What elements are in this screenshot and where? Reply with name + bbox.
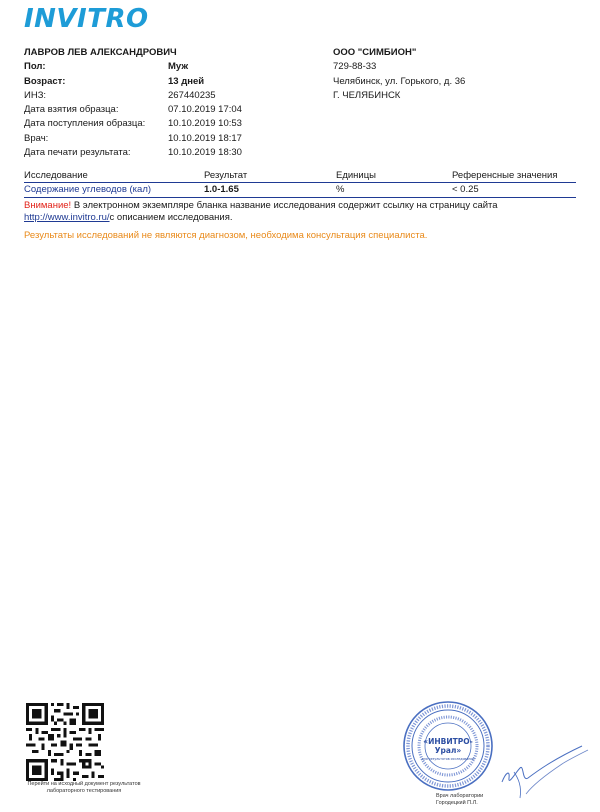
disclaimer-text: Результаты исследований не являются диагнозом, необходима консультация специалиста. <box>24 230 428 241</box>
sample-taken-label: Дата взятия образца: <box>24 104 119 116</box>
result-value-text: 1.0-1.65 <box>204 184 239 195</box>
test-name-link[interactable]: Содержание углеводов (кал) <box>24 184 152 195</box>
warning-label: Внимание! <box>24 200 72 211</box>
doctor-label: Врач: <box>24 132 49 144</box>
clinic-address: Челябинск, ул. Горького, д. 36 <box>333 75 466 87</box>
clinic-phone: 729-88-33 <box>333 61 377 73</box>
age-value: 13 дней <box>168 75 205 87</box>
age-label: Возраст: <box>24 75 66 87</box>
header-units: Единицы <box>336 170 377 181</box>
results-table <box>24 170 576 198</box>
lab-stamp <box>400 698 496 794</box>
qr-code[interactable] <box>26 703 104 781</box>
age-row <box>24 75 242 89</box>
header-test: Исследование <box>24 170 88 181</box>
doctor-value: 10.10.2019 18:17 <box>168 132 242 144</box>
signer-name: Врач лаборатории Городецкий П.Л. <box>436 793 484 806</box>
reference-value: < 0.25 <box>452 184 479 195</box>
printed-row <box>24 146 242 160</box>
sample-received-row <box>24 117 242 131</box>
sample-taken-value: 07.10.2019 17:04 <box>168 104 242 116</box>
header-result: Результат <box>204 170 248 181</box>
units-value: % <box>336 184 345 195</box>
stamp-line1: «ИНВИТРО- <box>423 737 473 746</box>
invitro-logo: INVITRO <box>24 4 149 34</box>
sample-received-value: 10.10.2019 10:53 <box>168 118 242 130</box>
stamp-line2: Урал» <box>434 746 462 755</box>
qr-caption: Перейти на исходный документ результатов лабораторного тестирования <box>27 781 141 794</box>
invitro-site-link[interactable]: http://www.invitro.ru/ <box>24 211 110 223</box>
result-value <box>204 183 336 197</box>
doctor-signature <box>492 742 592 804</box>
results-header <box>24 170 576 183</box>
inz-value: 267440235 <box>168 89 216 101</box>
clinic-name: ООО "СИМБИОН" <box>333 47 417 58</box>
table-row <box>24 183 576 198</box>
patient-name: ЛАВРОВ ЛЕВ АЛЕКСАНДРОВИЧ <box>24 47 177 58</box>
printed-value: 10.10.2019 18:30 <box>168 147 242 159</box>
link-notice <box>24 200 576 223</box>
sex-value: Муж <box>168 61 189 73</box>
doctor-row <box>24 132 242 146</box>
inz-label: ИНЗ: <box>24 89 47 101</box>
notice-text-1: В электронном экземпляре бланка название исследования содержит ссылку на страницу сайта <box>71 200 498 211</box>
sex-row <box>24 60 242 74</box>
patient-info <box>24 46 242 160</box>
sex-label: Пол: <box>24 61 46 73</box>
clinic-city: Г. ЧЕЛЯБИНСК <box>333 89 401 101</box>
stamp-small: для результатов исследований <box>421 757 475 761</box>
sample-taken-row <box>24 103 242 117</box>
printed-label: Дата печати результата: <box>24 147 131 159</box>
notice-text-2: с описанием исследования. <box>109 211 233 223</box>
inz-row <box>24 89 242 103</box>
sample-received-label: Дата поступления образца: <box>24 118 146 130</box>
clinic-info <box>333 46 465 103</box>
header-reference: Референсные значения <box>452 170 558 181</box>
